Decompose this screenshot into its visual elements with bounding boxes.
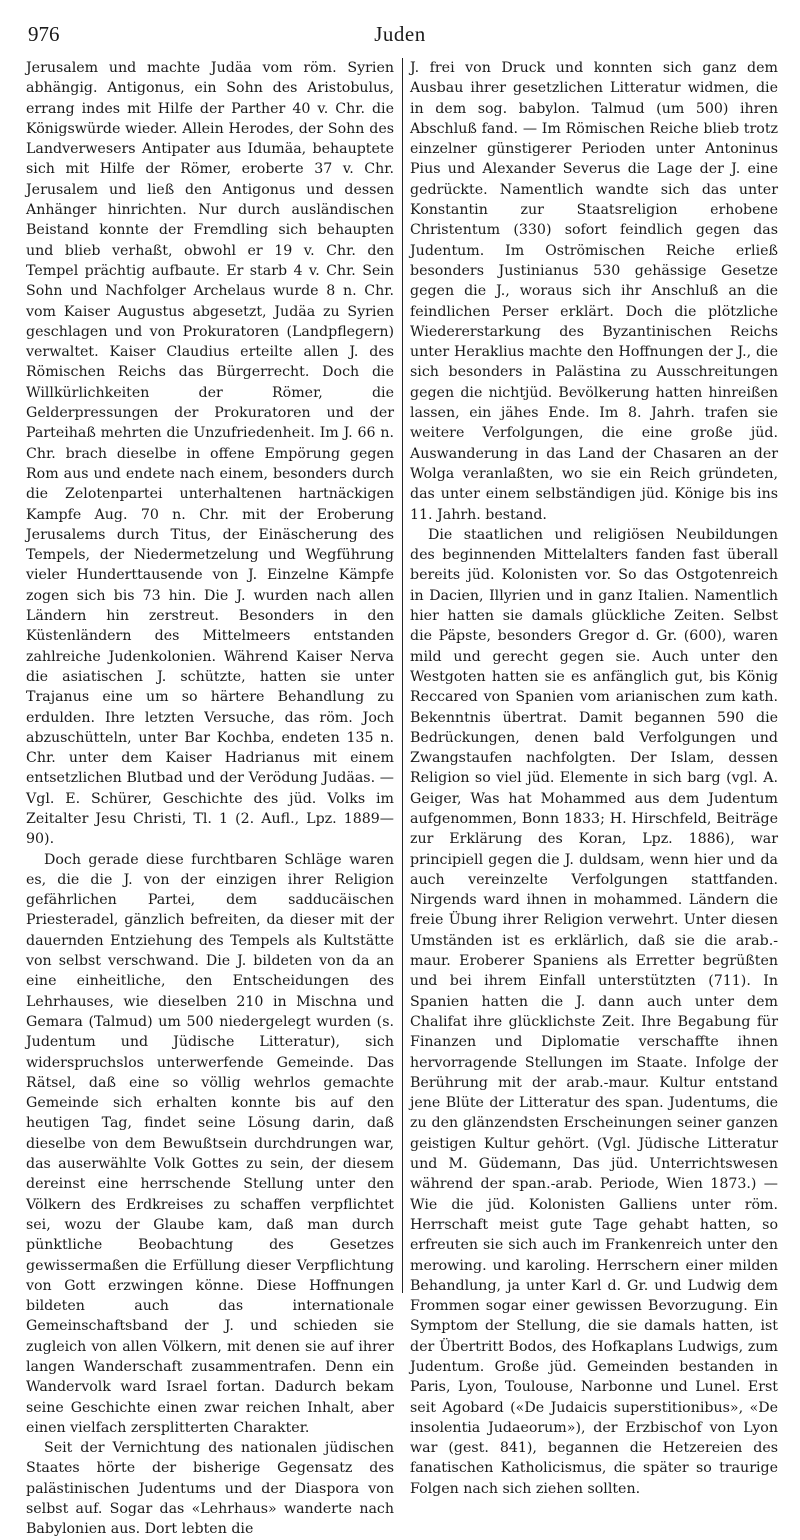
paragraph: Seit der Vernichtung des nationalen jüdischen Staates hörte der bisherige Gegensatz des palästinischen Judentums und der Diaspora von selbst auf. Sogar das «Lehrhaus» wanderte nach Babylonien aus. Dort lebten die [26,1440,394,1538]
page-number: 976 [28,22,60,46]
right-column [410,58,778,1497]
paragraph: Jerusalem und machte Judäa vom röm. Syrien abhängig. Antigonus, ein Sohn des Aristobulus, errang indes mit Hilfe der Parther 40 v. Chr. die Königswürde wieder. Allein Herodes, der Sohn des Landverwesers Antipater aus Idumäa, behauptete sich mit Hilfe der Römer, eroberte 37 v. Chr. Jerusalem und ließ den Antigonus und dessen Anhänger hinrichten. Nur durch ausländischen Beistand konnte der Fremdling sich behaupten und blieb verhaßt, obwohl er 19 v. Chr. den Tempel prächtig aufbaute. Er starb 4 v. Chr. Sein Sohn und Nachfolger Archelaus wurde 8 n. Chr. vom Kaiser Augustus abgesetzt, Judäa zu Syrien geschlagen und von Prokuratoren (Landpflegern) verwaltet. Kaiser Claudius erteilte allen J. des Römischen Reichs das Bürgerrecht. Doch die Willkürlichkeiten der Römer, die Gelderpressungen der Prokuratoren und der Parteihaß mehrten die Unzufriedenheit. Im J. 66 n. Chr. brach dieselbe in offene Empörung gegen Rom aus und endete nach einem, besonders durch die Zelotenpartei unterhaltenen hartnäckigen Kampfe Aug. 70 n. Chr. mit der Eroberung Jerusalems durch Titus, der Einäscherung des Tempels, der Niedermetzelung und Wegführung vieler Hunderttausende von J. Einzelne Kämpfe zogen sich bis 73 hin. Die J. wurden nach allen Ländern hin zerstreut. Besonders in den Küstenländern des Mittelmeers entstanden zahlreiche Judenkolonien. Während Kaiser Nerva die asiatischen J. schützte, hatten sie unter Trajanus eine um so härtere Behandlung zu erdulden. Ihre letzten Versuche, das röm. Joch abzuschütteln, unter Bar Kochba, endeten 135 n. Chr. unter dem Kaiser Hadrianus mit einem entsetzlichen Blutbad und der Verödung Judäas. — Vgl. E. Schürer, Geschichte des jüd. Volks im Zeitalter Jesu Christi, Tl. 1 (2. Aufl., Lpz. 1889—90). [26,60,394,848]
running-head: Juden [374,22,426,46]
column-divider [402,58,403,1293]
paragraph: Doch gerade diese furchtbaren Schläge waren es, die die J. von der einzigen ihrer Religion gefährlichen Partei, dem sadducäischen Priesteradel, gänzlich befreiten, da dieser mit der dauernden Entziehung des Tempels als Kultstätte von selbst verschwand. Die J. bildeten von da an eine einheitliche, den Entscheidungen des Lehrhauses, wie dieselben 210 in Mischna und Gemara (Talmud) um 500 niedergelegt wurden (s. Judentum und Jüdische Litteratur), sich widerspruchslos unterwerfende Gemeinde. Das Rätsel, daß eine so völlig wehrlos gemachte Gemeinde sich erhalten konnte bis auf den heutigen Tag, findet seine Lösung darin, daß dieselbe von dem Bewußtsein durchdrungen war, das auserwählte Volk Gottes zu sein, der diesem dereinst eine herrschende Stellung unter den Völkern des Erdkreises zu schaffen verpflichtet sei, wozu der Glaube kam, daß man durch pünktliche Beobachtung des Gesetzes gewissermaßen die Erfüllung dieser Verpflichtung von Gott erzwingen könne. Diese Hoffnungen bildeten auch das internationale Gemeinschaftsband der J. und schieden sie zugleich von allen Völkern, mit denen sie auf ihrer langen Wanderschaft zusammentrafen. Denn ein Wandervolk ward Israel fortan. Dadurch bekam seine Geschichte einen zwar reichen Inhalt, aber einen vielfach zersplitterten Charakter. [26,851,394,1436]
left-column [26,58,394,1538]
paragraph: Die staatlichen und religiösen Neubildungen des beginnenden Mittelalters fanden fast überall bereits jüd. Kolonisten vor. So das Ostgotenreich in Dacien, Illyrien und in ganz Italien. Namentlich hier hatten sie damals glückliche Zeiten. Selbst die Päpste, besonders Gregor d. Gr. (600), waren mild und gerecht gegen sie. Auch unter den Westgoten hatten sie es anfänglich gut, bis König Reccared von Spanien vom arianischen zum kath. Bekenntnis übertrat. Damit begannen 590 die Bedrückungen, denen bald Verfolgungen und Zwangstaufen nachfolgten. Der Islam, dessen Religion so viel jüd. Elemente in sich barg (vgl. A. Geiger, Was hat Mohammed aus dem Judentum aufgenommen, Bonn 1833; H. Hirschfeld, Beiträge zur Erklärung des Koran, Lpz. 1886), war principiell gegen die J. duldsam, wenn hier und da auch vereinzelte Verfolgungen stattfanden. Nirgends ward ihnen in mohammed. Ländern die freie Übung ihrer Religion verwehrt. Unter diesen Umständen ist es erklärlich, daß sie die arab.-maur. Eroberer Spaniens als Erretter begrüßten und bei ihrem Einfall unterstützten (711). In Spanien hatten die J. dann auch unter dem Chalifat ihre glücklichste Zeit. Ihre Begabung für Finanzen und Diplomatie verschaffte ihnen hervorragende Stellungen im Staate. Infolge der Berührung mit der arab.-maur. Kultur entstand jene Blüte der Litteratur des span. Judentums, die zu den glänzendsten Erscheinungen seiner ganzen geistigen Kultur gehört. (Vgl. Jüdische Litteratur und M. Güdemann, Das jüd. Unterrichtswesen während der span.-arab. Periode, Wien 1873.) — Wie die jüd. Kolonisten Galliens unter röm. Herrschaft meist gute Tage gehabt hatten, so erfreuten sie sich auch im Frankenreich unter den merowing. und karoling. Herrschern einer milden Behandlung, ja unter Karl d. Gr. und Ludwig dem Frommen sogar einer gewissen Bevorzugung. Ein Symptom der Stellung, die sie damals hatten, ist der Übertritt Bodos, des Hofkaplans Ludwigs, zum Judentum. Große jüd. Gemeinden bestanden in Paris, Lyon, Toulouse, Narbonne und Lunel. Erst seit Agobard («De Judaicis superstitionibus», «De insolentia Judaeorum»), der Erzbischof von Lyon war (gest. 841), begannen die Hetzereien des fanatischen Katholicismus, die später so traurige Folgen nach sich ziehen sollten. [410,526,778,1497]
text-columns [26,58,778,1538]
paragraph: J. frei von Druck und konnten sich ganz dem Ausbau ihrer gesetzlichen Litteratur widmen, die in dem sog. babylon. Talmud (um 500) ihren Abschluß fand. — Im Römischen Reiche blieb trotz einzelner günstigerer Perioden unter Antoninus Pius und Alexander Severus die Lage der J. eine gedrückte. Namentlich wandte sich das unter Konstantin zur Staatsreligion erhobene Christentum (330) sofort feindlich gegen das Judentum. Im Oströmischen Reiche erließ besonders Justinianus 530 gehässige Gesetze gegen die J., woraus sich ihr Anschluß an die feindlichen Perser erklärt. Doch die plötzliche Wiedererstarkung des Byzantinischen Reichs unter Heraklius machte den Hoffnungen der J., die sich besonders in Palästina zu Ausschreitungen gegen die nichtjüd. Bevölkerung hatten hinreißen lassen, ein jähes Ende. Im 8. Jahrh. trafen sie weitere Verfolgungen, die eine große jüd. Auswanderung in das Land der Chasaren an der Wolga veranlaßten, wo sie ein Reich gründeten, das unter einem selbständigen jüd. Könige bis ins 11. Jahrh. bestand. [410,60,778,523]
page-header [28,22,772,48]
